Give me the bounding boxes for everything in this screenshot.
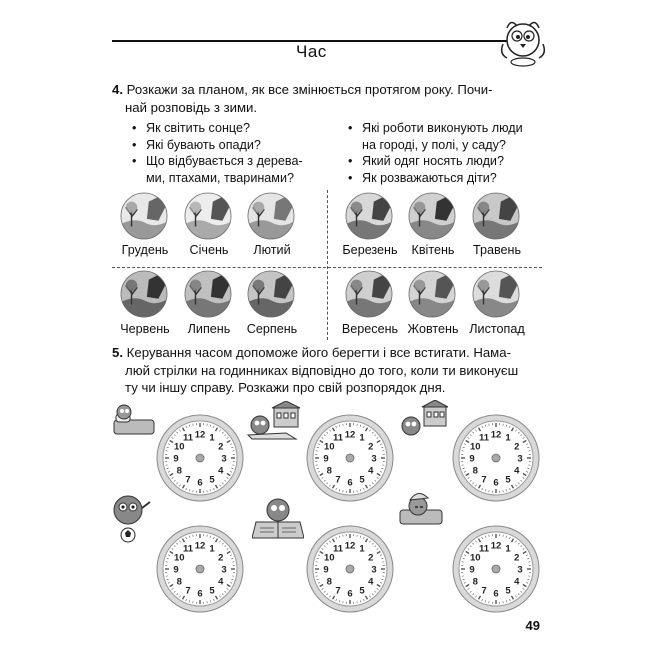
clock-number: 4 [218,576,224,588]
month-picture-icon [408,192,456,240]
clock-face[interactable] [156,414,244,502]
month-label: Травень [472,243,522,257]
clock-number: 11 [332,432,344,444]
clock-number: 1 [209,543,215,555]
owl-mascot-icon [497,14,549,70]
clock-number: 6 [197,588,203,600]
clock-number: 1 [505,543,511,555]
clock-number: 5 [505,474,511,486]
clock-number: 3 [371,564,377,576]
clock-number: 9 [173,453,179,465]
clock-number: 7 [185,474,191,486]
clock-number: 9 [469,564,475,576]
clock-number: 8 [176,465,182,477]
clock-number: 7 [185,585,191,597]
clock-number: 11 [182,432,194,444]
clock-number: 2 [368,552,374,564]
clock-number: 11 [478,432,490,444]
clock-number: 4 [368,576,374,588]
clock-number: 12 [194,540,206,552]
clock-number: 9 [173,564,179,576]
owl-doing-homework-icon [252,496,304,540]
clock-number: 2 [368,441,374,453]
month-picture-icon [120,192,168,240]
clock-number: 4 [514,576,520,588]
clock-number: 10 [469,441,481,453]
task5-text [112,344,552,397]
task5-line3: ту чи іншу справу. Розкажи про свій розпорядок дня. [125,380,446,395]
clock-face[interactable] [306,414,394,502]
clock-number: 6 [197,477,203,489]
clock-number: 1 [505,432,511,444]
clock-number: 3 [221,453,227,465]
task4-number: 4. [112,82,123,97]
clock-number: 12 [490,429,502,441]
question-item-cont: на городі, у полі, у саду? [362,137,506,152]
question-item-cont: ми, птахами, тваринами? [146,170,295,185]
month-label: Березень [342,243,398,257]
task4-line1: Розкажи за планом, як все змінюється протягом року. Почи- [126,82,493,97]
clock-number: 7 [481,585,487,597]
clock-number: 3 [371,453,377,465]
clock-number: 11 [478,543,490,555]
clock-number: 5 [359,474,365,486]
month-label: Вересень [341,322,399,336]
clock-number: 10 [173,441,185,453]
clock-number: 1 [209,432,215,444]
owl-going-to-sleep-icon [396,488,446,530]
question-item: • Як світить сонце? [130,120,330,137]
month-picture-icon [345,270,393,318]
question-item: • Який одяг носять люди? [346,153,556,170]
clock-number: 4 [218,465,224,477]
clock-number: 10 [173,552,185,564]
month-picture-icon [120,270,168,318]
owl-walking-home-icon [398,400,448,440]
clock-number: 12 [194,429,206,441]
clock-number: 10 [323,441,335,453]
task4-text [112,81,542,116]
clock-number: 9 [469,453,475,465]
clock-number: 8 [176,576,182,588]
clock-number: 12 [344,429,356,441]
clock-number: 2 [514,552,520,564]
month-label: Жовтень [407,322,459,336]
clock-number: 9 [323,453,329,465]
clock-number: 8 [472,576,478,588]
clock-number: 6 [347,588,353,600]
task5-number: 5. [112,345,123,360]
page-title: Час [296,42,327,61]
clock-number: 4 [368,465,374,477]
clock-number: 7 [335,585,341,597]
clock-number: 6 [493,477,499,489]
month-picture-icon [184,192,232,240]
clock-number: 9 [323,564,329,576]
month-picture-icon [408,270,456,318]
question-item: • Які бувають опади? [130,137,330,154]
month-picture-icon [247,192,295,240]
month-label: Січень [189,243,229,257]
question-item: • Що відбувається з дерева- [130,153,330,170]
clock-number: 1 [359,543,365,555]
clock-number: 8 [326,576,332,588]
task5-line1: Керування часом допоможе його берегти і все встигати. Нама- [126,345,511,360]
month-picture-icon [247,270,295,318]
clock-number: 3 [221,564,227,576]
clock-face[interactable] [306,525,394,613]
owl-with-football-icon [108,490,152,544]
month-picture-icon [345,192,393,240]
clock-number: 5 [359,585,365,597]
owl-going-to-school-icon [246,401,302,441]
clock-number: 2 [218,441,224,453]
month-label: Липень [187,322,231,336]
questions-left [130,120,330,186]
clock-number: 11 [332,543,344,555]
task4-line2: най розповідь з зими. [125,99,258,115]
month-picture-icon [184,270,232,318]
task5-line2: люй стрілки на годинниках відповідно до того, коли ти виконуєш [125,362,519,378]
clock-number: 12 [344,540,356,552]
clock-number: 5 [209,585,215,597]
clock-number: 2 [514,441,520,453]
clock-number: 8 [326,465,332,477]
season-divider-vertical [327,190,328,340]
month-label: Червень [120,322,170,336]
clock-number: 5 [505,585,511,597]
clock-number: 3 [517,564,523,576]
clock-number: 2 [218,552,224,564]
question-item: • Які роботи виконують люди [346,120,556,137]
clock-number: 6 [347,477,353,489]
clock-number: 7 [335,474,341,486]
clock-number: 10 [323,552,335,564]
clock-number: 7 [481,474,487,486]
clock-face[interactable] [452,525,540,613]
month-label: Листопад [469,322,525,336]
clock-face[interactable] [452,414,540,502]
clock-number: 3 [517,453,523,465]
clock-number: 8 [472,465,478,477]
month-picture-icon [472,270,520,318]
clock-number: 1 [359,432,365,444]
month-label: Лютий [253,243,291,257]
month-label: Квітень [411,243,455,257]
month-label: Грудень [121,243,169,257]
question-item: • Як розважаються діти? [346,170,556,187]
clock-number: 12 [490,540,502,552]
month-label: Серпень [246,322,298,336]
clock-number: 11 [182,543,194,555]
month-picture-icon [472,192,520,240]
clock-face[interactable] [156,525,244,613]
clock-number: 5 [209,474,215,486]
questions-right [346,120,556,186]
owl-in-bed-icon [110,400,158,438]
clock-number: 4 [514,465,520,477]
clock-number: 6 [493,588,499,600]
season-divider-horizontal [112,267,542,268]
page-number: 49 [525,618,540,633]
clock-number: 10 [469,552,481,564]
